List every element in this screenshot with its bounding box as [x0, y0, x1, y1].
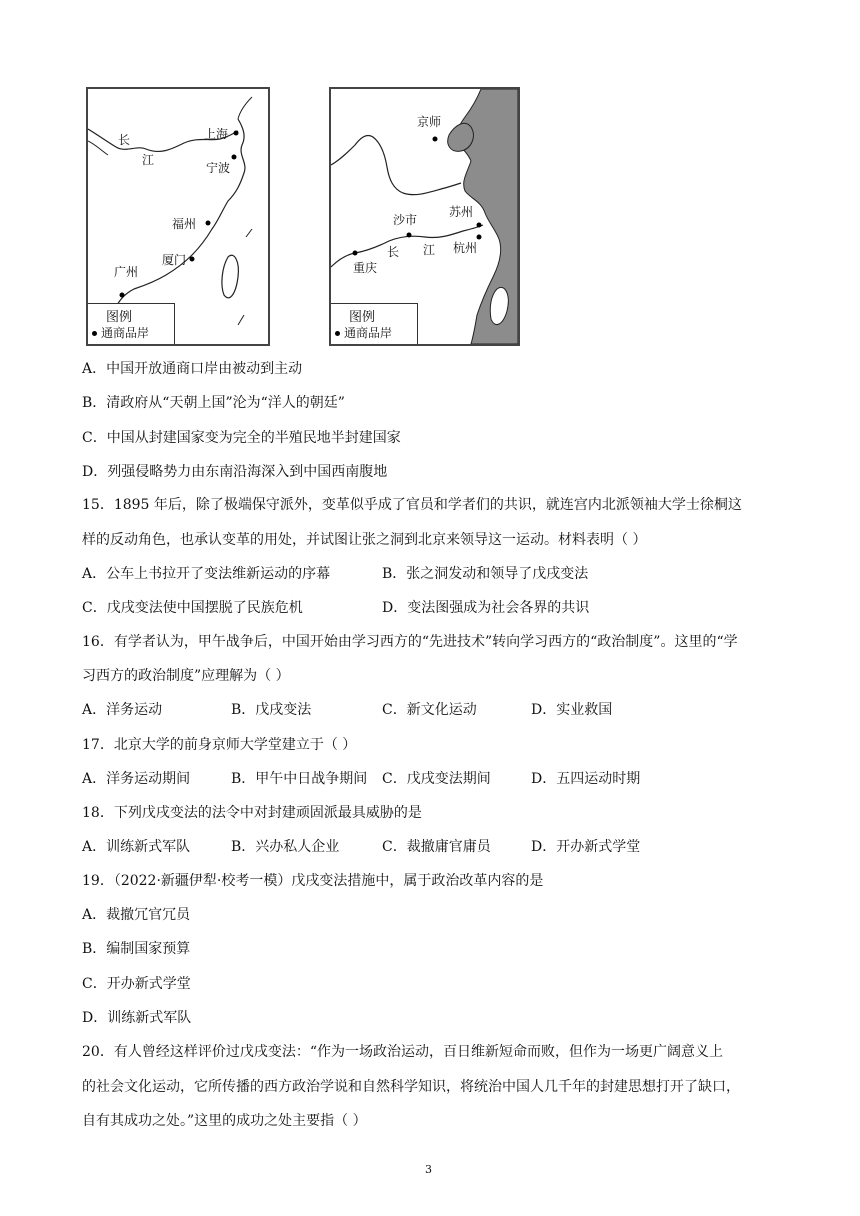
q16-stem-line2: 习西方的政治制度”应理解为（ ） — [82, 668, 290, 684]
port-dot-fuzhou — [206, 221, 211, 226]
coastline-north — [238, 97, 252, 119]
q14-option-b: B．清政府从“天朝上国”沦为“洋人的朝廷” — [82, 395, 345, 411]
port-dot-jingshi — [433, 137, 438, 142]
q16-option-a: A．洋务运动 — [82, 702, 163, 718]
legend-item — [335, 324, 392, 341]
label-jiang: 江 — [142, 153, 155, 167]
label-chongqing: 重庆 — [353, 261, 378, 275]
label-fuzhou: 福州 — [172, 217, 197, 231]
q20-stem-line3: 自有其成功之处。”这里的成功之处主要指（ ） — [82, 1113, 367, 1129]
q17-stem: 17．北京大学的前身京师大学堂建立于（ ） — [82, 737, 357, 753]
q15-option-d: D．变法图强成为社会各界的共识 — [382, 600, 590, 616]
legend-dot-icon — [92, 331, 97, 336]
q17-option-c: C．戊戌变法期间 — [382, 771, 491, 787]
q19-stem: 19．（2022·新疆伊犁·校考一模）戊戌变法措施中，属于政治改革内容的是 — [82, 873, 544, 889]
map-legend — [331, 303, 418, 344]
q18-option-b: B．兴办私人企业 — [231, 839, 340, 855]
port-dot-shashi — [407, 233, 412, 238]
legend-title: 图例 — [349, 310, 376, 325]
q14-option-a: A．中国开放通商口岸由被动到主动 — [82, 361, 303, 377]
q16-option-d: D．实业救国 — [531, 702, 613, 718]
yellow-river — [331, 135, 461, 194]
q19-option-d: D．训练新式军队 — [82, 1010, 192, 1026]
q17-option-b: B．甲午中日战争期间 — [231, 771, 368, 787]
label-shashi: 沙市 — [393, 213, 418, 227]
q20-stem-line1: 20．有人曾经这样评价过戊戌变法：“作为一场政治运动，百日维新短命而败，但作为一场更广阔意义上 — [82, 1044, 723, 1060]
port-dot-suzhou — [477, 223, 482, 228]
label-hangzhou: 杭州 — [453, 241, 478, 255]
q18-option-a: A．训练新式军队 — [82, 839, 191, 855]
q19-option-c: C．开办新式学堂 — [82, 976, 191, 992]
label-guangzhou: 广州 — [114, 265, 139, 279]
port-dot-chongqing — [353, 251, 358, 256]
legend-item — [92, 324, 149, 341]
q16-option-c: C．新文化运动 — [382, 702, 477, 718]
q15-stem-line1: 15．1895 年后，除了极端保守派外，变革似乎成了官员和学者们的共识，就连宫内北派领袖大学士徐桐这 — [82, 497, 742, 513]
q18-option-d: D．开办新式学堂 — [531, 839, 641, 855]
page-number: 3 — [425, 1163, 432, 1176]
river-branch — [88, 141, 108, 155]
island-mark — [246, 229, 252, 237]
q16-option-b: B．戊戌变法 — [231, 702, 312, 718]
port-dot-hangzhou — [477, 235, 482, 240]
q18-stem: 18．下列戊戌变法的法令中对封建顽固派最具威胁的是 — [82, 805, 422, 821]
label-jingshi: 京师 — [417, 115, 442, 129]
map-legend — [88, 303, 175, 344]
q14-option-d: D．列强侵略势力由东南沿海深入到中国西南腹地 — [82, 464, 388, 480]
q16-stem-line1: 16．有学者认为，甲午战争后，中国开始由学习西方的“先进技术”转向学习西方的“政治制度”。这里的“学 — [82, 634, 738, 650]
q20-stem-line2: 的社会文化运动，它所传播的西方政治学说和自然科学知识，将统治中国人几千年的封建思想打开了缺口， — [82, 1079, 740, 1095]
label-xiamen: 厦门 — [162, 253, 187, 267]
q15-option-b: B．张之洞发动和领导了戊戌变法 — [382, 566, 589, 582]
label-chang: 长 — [118, 133, 131, 147]
q15-option-a: A．公车上书拉开了变法维新运动的序幕 — [82, 566, 331, 582]
q18-option-c: C．裁撤庸官庸员 — [382, 839, 491, 855]
port-dot-ningbo — [232, 155, 237, 160]
label-suzhou: 苏州 — [449, 205, 474, 219]
taiwan-island — [222, 255, 238, 298]
q17-option-d: D．五四运动时期 — [531, 771, 641, 787]
left-map — [86, 87, 270, 346]
q14-option-c: C．中国从封建国家变为完全的半殖民地半封建国家 — [82, 430, 401, 446]
island-mark — [238, 315, 244, 325]
label-ningbo: 宁波 — [206, 161, 231, 175]
legend-item-label: 通商品岸 — [344, 326, 393, 340]
q15-stem-line2: 样的反动角色，也承认变革的用处，并试图让张之洞到北京来领导这一运动。材料表明（ ） — [82, 532, 647, 548]
legend-dot-icon — [335, 331, 340, 336]
right-map — [329, 87, 520, 346]
q19-option-a: A．裁撤冗官冗员 — [82, 907, 191, 923]
legend-title: 图例 — [106, 310, 133, 325]
q17-option-a: A．洋务运动期间 — [82, 771, 191, 787]
legend-item-label: 通商品岸 — [101, 326, 150, 340]
port-dot-xiamen — [190, 257, 195, 262]
label-chang: 长 — [387, 245, 400, 259]
label-jiang: 江 — [423, 243, 436, 257]
label-shanghai: 上海 — [204, 127, 229, 141]
port-dot-guangzhou — [120, 293, 125, 298]
q15-option-c: C．戊戌变法使中国摆脱了民族危机 — [82, 600, 303, 616]
q19-option-b: B．编制国家预算 — [82, 941, 191, 957]
port-dot-shanghai — [234, 131, 239, 136]
